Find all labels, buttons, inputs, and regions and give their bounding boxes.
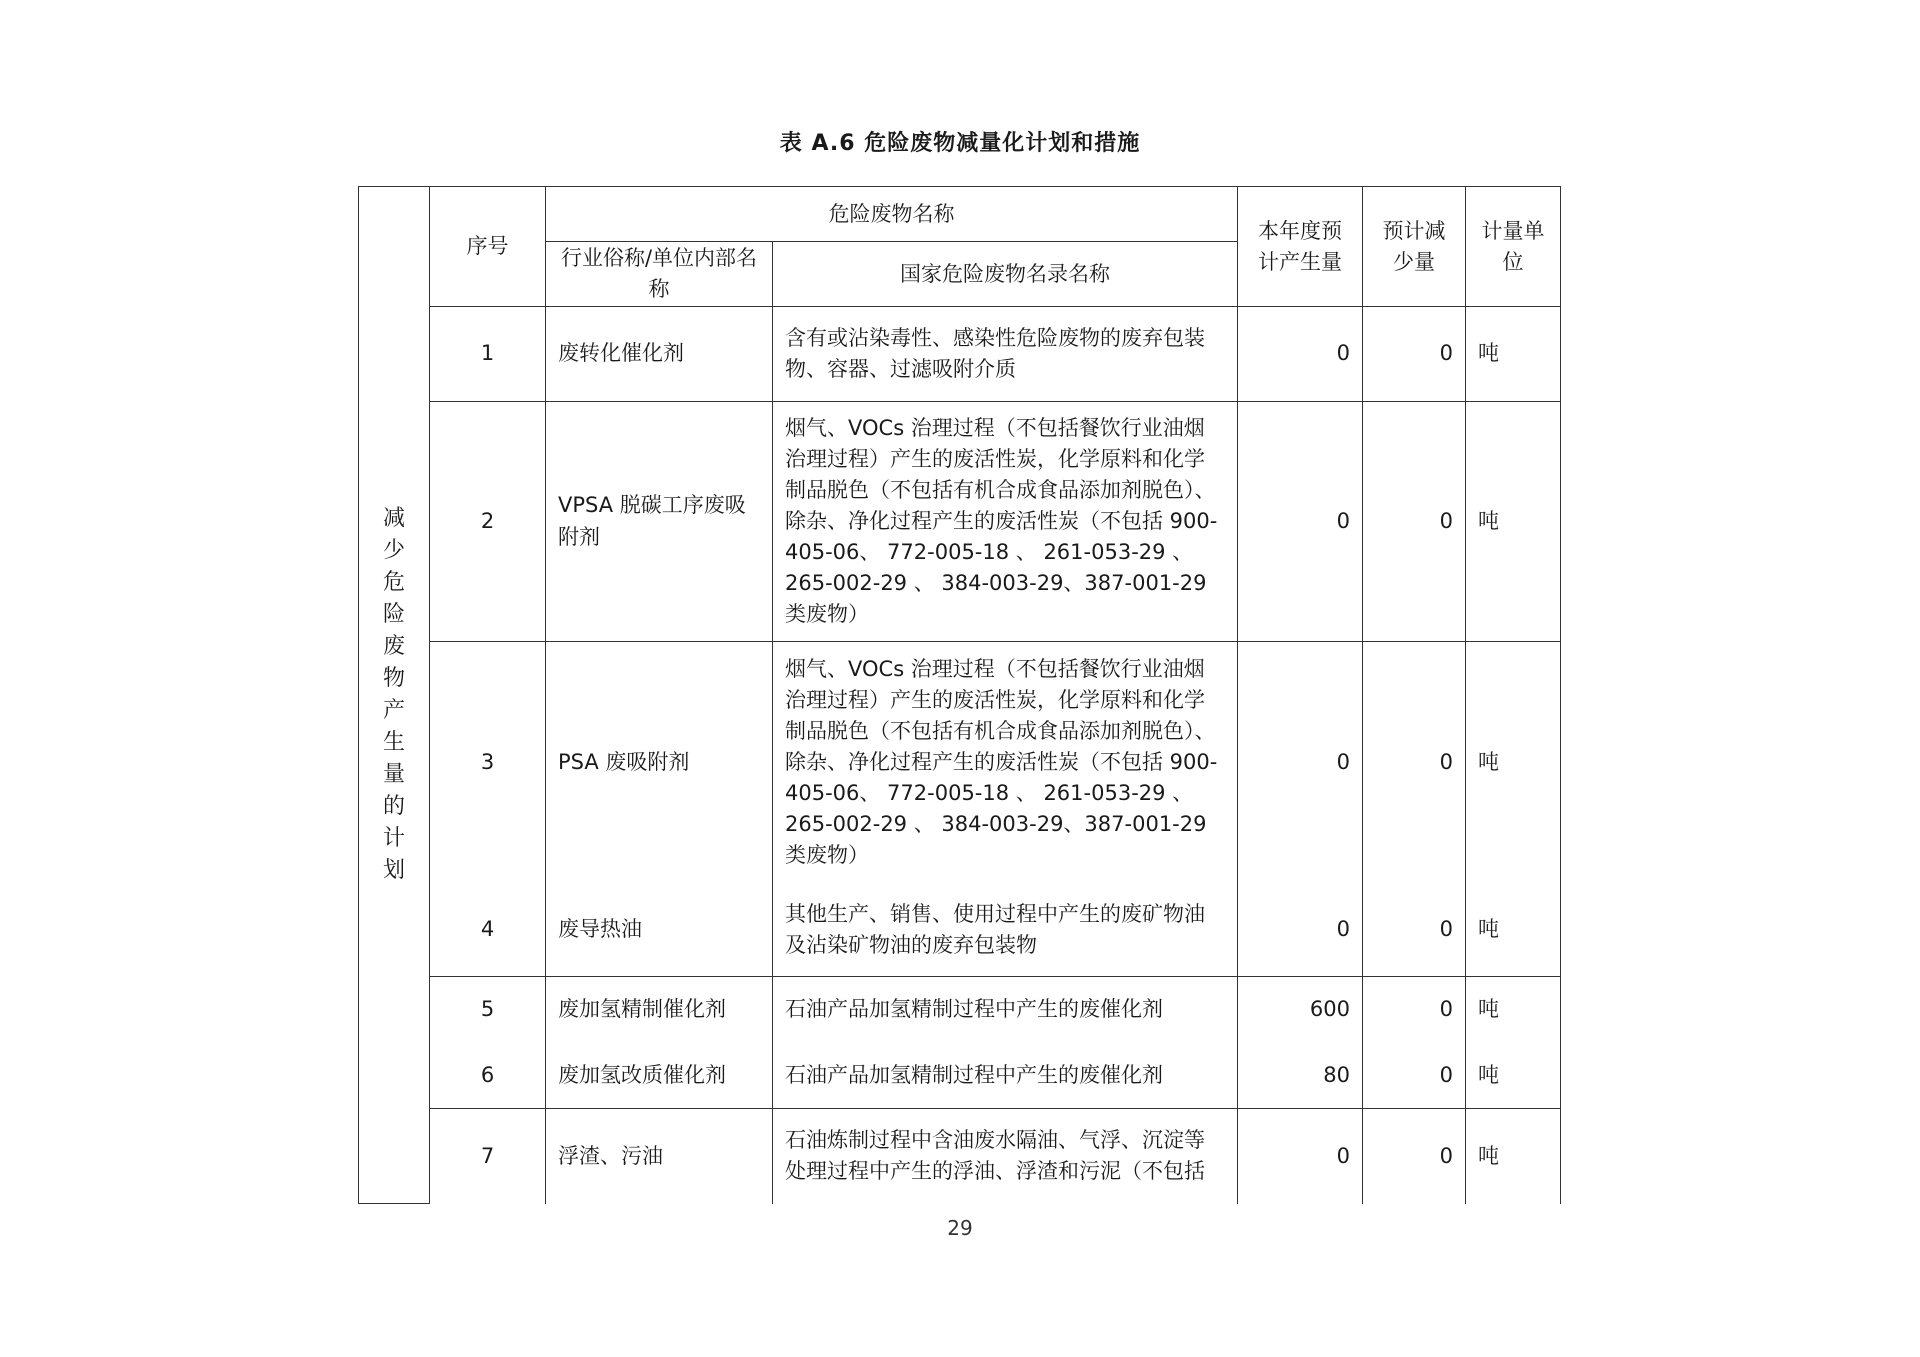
row-industry-name: 废转化催化剂 — [546, 307, 773, 402]
row-reduction: 0 — [1363, 307, 1466, 402]
header-waste-name: 危险废物名称 — [546, 187, 1238, 242]
row-national-name: 石油炼制过程中含油废水隔油、气浮、沉淀等处理过程中产生的浮油、浮渣和污泥（不包括 — [773, 1109, 1238, 1204]
row-seq: 6 — [430, 1043, 546, 1109]
table-title: 表 A.6 危险废物减量化计划和措施 — [779, 131, 1141, 156]
row-national-name: 石油产品加氢精制过程中产生的废催化剂 — [773, 977, 1238, 1043]
row-unit: 吨 — [1466, 1043, 1561, 1109]
row-unit: 吨 — [1466, 402, 1561, 642]
row-seq: 7 — [430, 1109, 546, 1204]
row-unit: 吨 — [1466, 642, 1561, 884]
row-expected: 80 — [1238, 1043, 1363, 1109]
row-unit: 吨 — [1466, 1109, 1561, 1204]
table-row — [359, 307, 1561, 402]
header-reduction: 预计减少量 — [1363, 187, 1466, 307]
row-industry-name: PSA 废吸附剂 — [546, 642, 773, 884]
row-national-name: 含有或沾染毒性、感染性危险废物的废弃包装物、容器、过滤吸附介质 — [773, 307, 1238, 402]
header-industry-name: 行业俗称/单位内部名称 — [546, 242, 773, 307]
waste-reduction-table — [358, 186, 1561, 1204]
row-seq: 4 — [430, 884, 546, 977]
row-seq: 3 — [430, 642, 546, 884]
row-industry-name: 废加氢精制催化剂 — [546, 977, 773, 1043]
row-national-name: 石油产品加氢精制过程中产生的废催化剂 — [773, 1043, 1238, 1109]
row-reduction: 0 — [1363, 1043, 1466, 1109]
table-row — [359, 884, 1561, 977]
row-industry-name: 废加氢改质催化剂 — [546, 1043, 773, 1109]
table-row — [359, 642, 1561, 884]
header-seq: 序号 — [430, 187, 546, 307]
table-row — [359, 1043, 1561, 1109]
table-row — [359, 402, 1561, 642]
row-unit: 吨 — [1466, 884, 1561, 977]
page-number: 29 — [947, 1216, 973, 1240]
row-reduction: 0 — [1363, 1109, 1466, 1204]
row-reduction: 0 — [1363, 402, 1466, 642]
row-unit: 吨 — [1466, 977, 1561, 1043]
row-reduction: 0 — [1363, 977, 1466, 1043]
row-expected: 0 — [1238, 884, 1363, 977]
header-national-name: 国家危险废物名录名称 — [773, 242, 1238, 307]
header-expected: 本年度预计产生量 — [1238, 187, 1363, 307]
row-seq: 2 — [430, 402, 546, 642]
section-label: 减少危险废物产生量的计划 — [382, 506, 405, 883]
header-unit: 计量单位 — [1466, 187, 1561, 307]
row-expected: 600 — [1238, 977, 1363, 1043]
row-seq: 1 — [430, 307, 546, 402]
table-row — [359, 1109, 1561, 1204]
row-national-name: 烟气、VOCs 治理过程（不包括餐饮行业油烟治理过程）产生的废活性炭，化学原料和化学制品脱色（不包括有机合成食品添加剂脱色）、除杂、净化过程产生的废活性炭（不包括 900-405-06、 772-005-18 、 261-053-29 、 265-002-29 、 384-003-29、387-001-29 类废物） — [773, 642, 1238, 884]
row-reduction: 0 — [1363, 884, 1466, 977]
row-expected: 0 — [1238, 642, 1363, 884]
row-unit: 吨 — [1466, 307, 1561, 402]
row-national-name: 烟气、VOCs 治理过程（不包括餐饮行业油烟治理过程）产生的废活性炭，化学原料和化学制品脱色（不包括有机合成食品添加剂脱色）、除杂、净化过程产生的废活性炭（不包括 900-405-06、 772-005-18 、 261-053-29 、 265-002-29 、 384-003-29、387-001-29 类废物） — [773, 402, 1238, 642]
row-expected: 0 — [1238, 402, 1363, 642]
row-expected: 0 — [1238, 1109, 1363, 1204]
row-industry-name: 废导热油 — [546, 884, 773, 977]
table-row — [359, 977, 1561, 1043]
row-industry-name: VPSA 脱碳工序废吸附剂 — [546, 402, 773, 642]
section-label-cell — [359, 187, 430, 1204]
row-seq: 5 — [430, 977, 546, 1043]
row-expected: 0 — [1238, 307, 1363, 402]
row-reduction: 0 — [1363, 642, 1466, 884]
row-industry-name: 浮渣、污油 — [546, 1109, 773, 1204]
row-national-name: 其他生产、销售、使用过程中产生的废矿物油及沾染矿物油的废弃包装物 — [773, 884, 1238, 977]
